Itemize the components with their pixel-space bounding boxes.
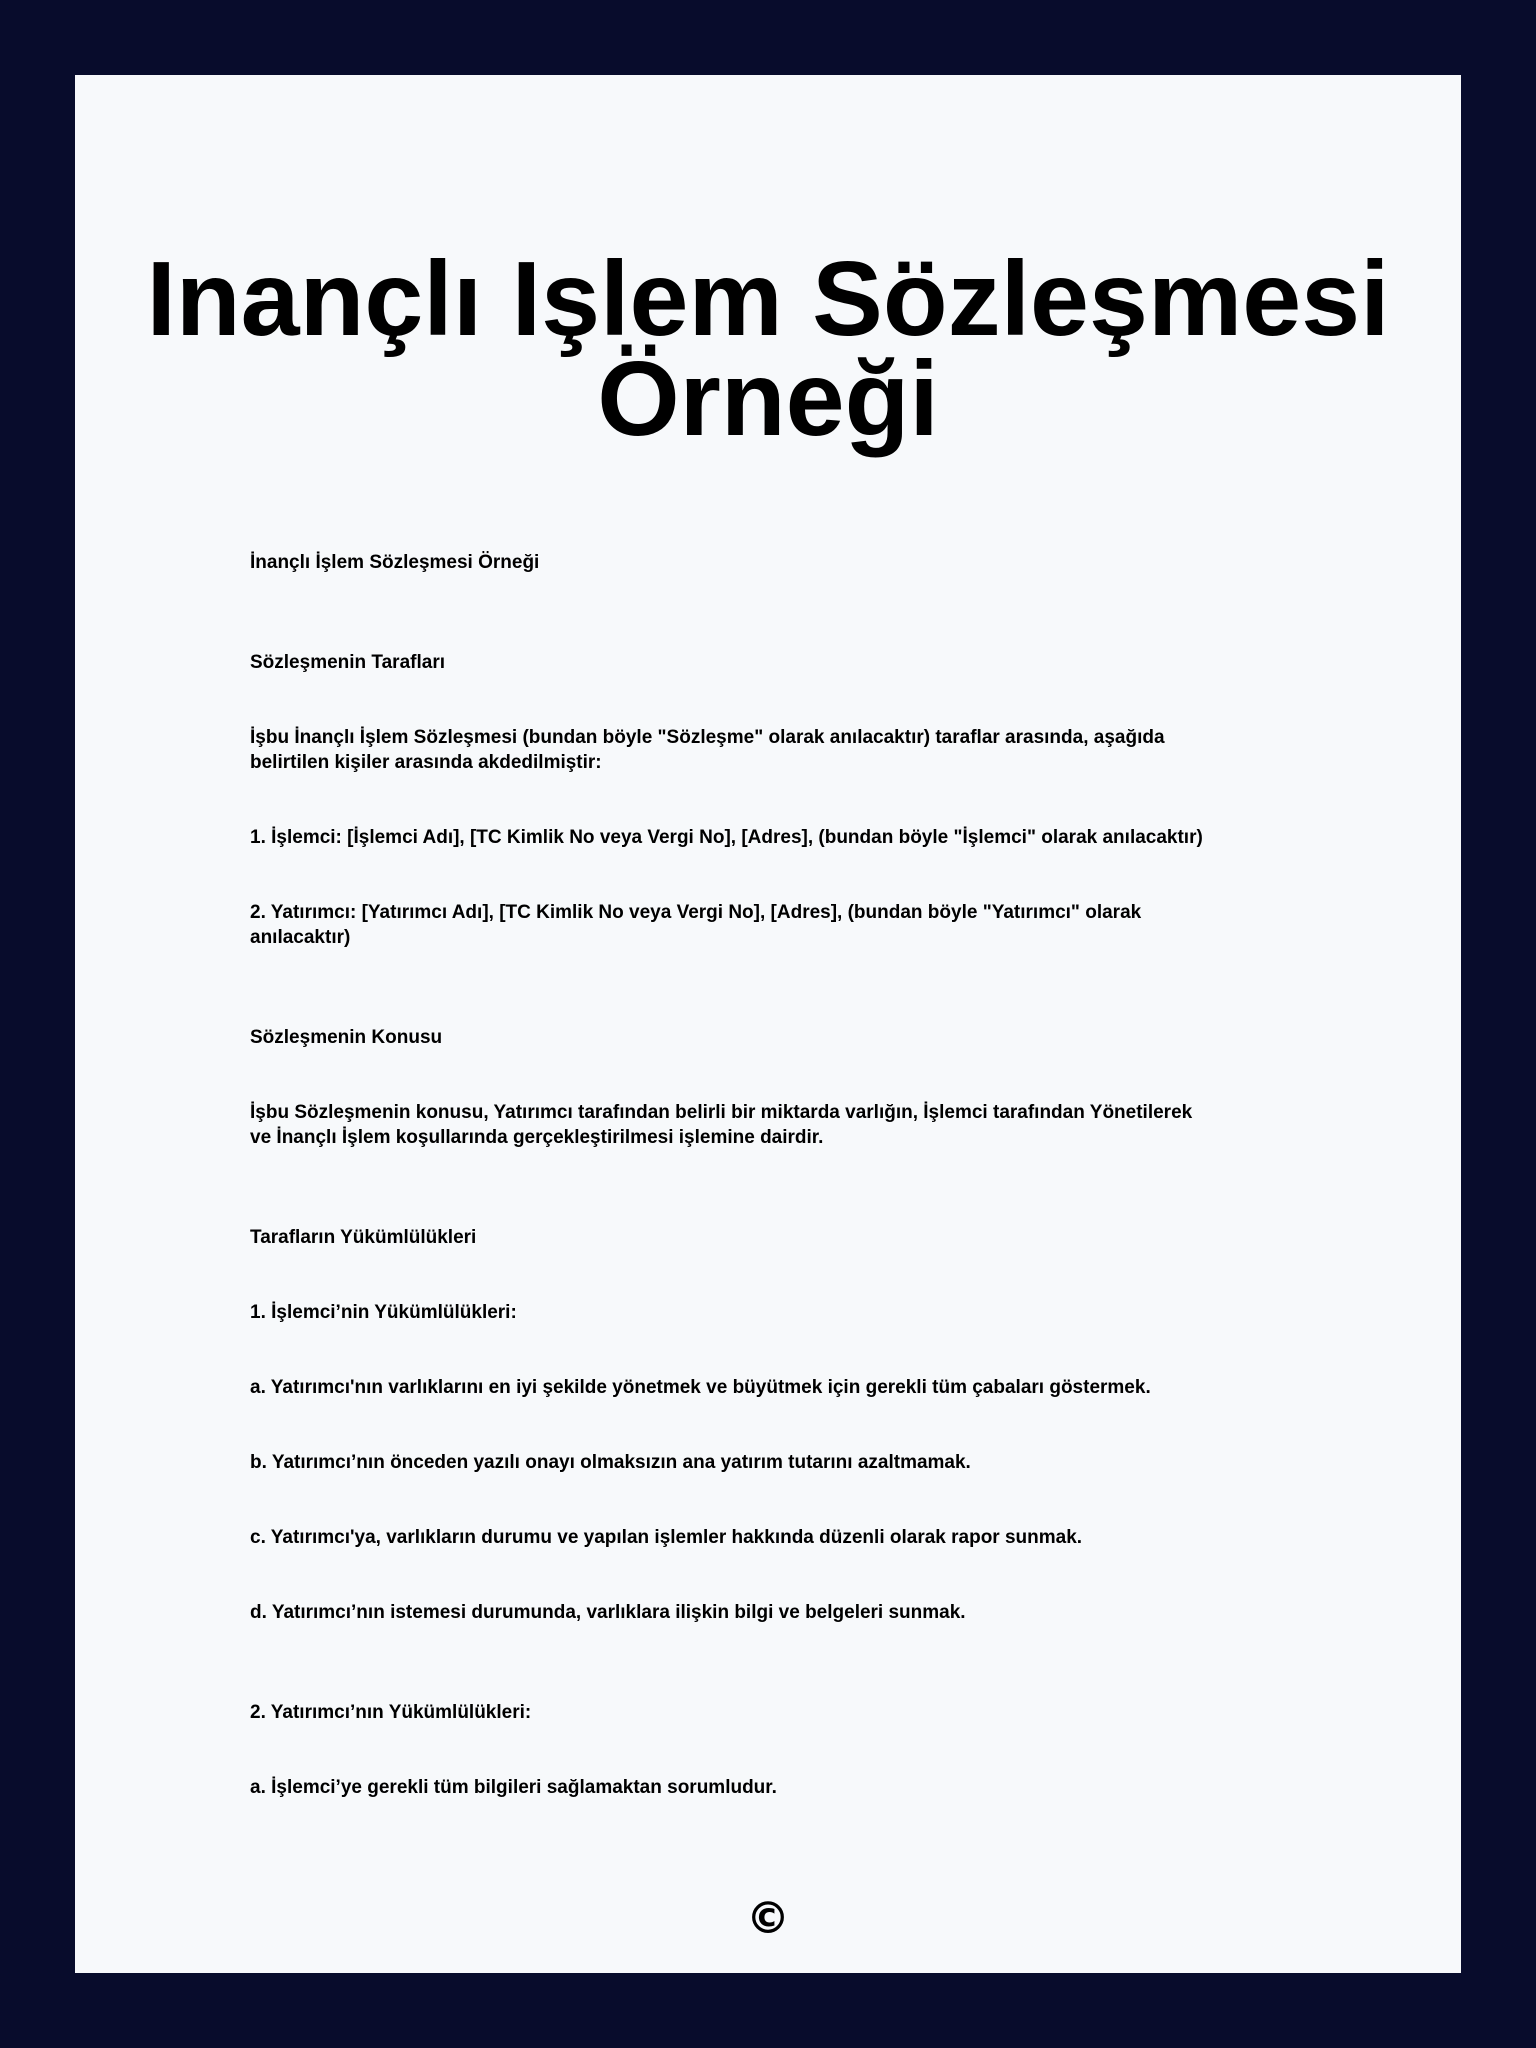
processor-obligation-a: a. Yatırımcı'nın varlıklarını en iyi şekilde yönetmek ve büyütmek için gerekli tüm çabaları göstermek. (250, 1377, 1151, 1398)
parties-paragraph-line-2: belirtilen kişiler arasında akdedilmiştir: (250, 752, 602, 773)
intro-heading: İnançlı İşlem Sözleşmesi Örneği (250, 552, 540, 573)
party-investor-line-1: 2. Yatırımcı: [Yatırımcı Adı], [TC Kimlik No veya Vergi No], [Adres], (bundan böyle "Yatırımcı" olarak (250, 902, 1142, 923)
processor-obligation-c: c. Yatırımcı'ya, varlıkların durumu ve yapılan işlemler hakkında düzenli olarak rapor sunmak. (250, 1527, 1083, 1548)
document-page (75, 75, 1461, 1973)
party-investor-line-2: anılacaktır) (250, 927, 351, 948)
processor-obligation-d: d. Yatırımcı’nın istemesi durumunda, varlıklara ilişkin bilgi ve belgeleri sunmak. (250, 1602, 966, 1623)
section-heading-subject: Sözleşmenin Konusu (250, 1027, 443, 1048)
party-processor: 1. İşlemci: [İşlemci Adı], [TC Kimlik No veya Vergi No], [Adres], (bundan böyle "İşlemci" olarak anılacaktır) (250, 827, 1203, 848)
investor-obligation-a: a. İşlemci’ye gerekli tüm bilgileri sağlamaktan sorumludur. (250, 1777, 777, 1798)
parties-paragraph-line-1: İşbu İnançlı İşlem Sözleşmesi (bundan böyle "Sözleşme" olarak anılacaktır) taraflar arasında, aşağıda (250, 727, 1165, 748)
document-title: Inançlı Işlem Sözleşmesi Örneği (146, 240, 1390, 458)
copyright-icon: © (746, 1893, 790, 1944)
section-heading-obligations: Tarafların Yükümlülükleri (250, 1227, 477, 1248)
investor-obligations-heading: 2. Yatırımcı’nın Yükümlülükleri: (250, 1702, 532, 1723)
subject-paragraph-line-2: ve İnançlı İşlem koşullarında gerçekleştirilmesi işlemine dairdir. (250, 1127, 824, 1148)
subject-paragraph-line-1: İşbu Sözleşmenin konusu, Yatırımcı tarafından belirli bir miktarda varlığın, İşlemci tarafından Yönetilerek (250, 1102, 1193, 1123)
processor-obligations-heading: 1. İşlemci’nin Yükümlülükleri: (250, 1302, 517, 1323)
section-heading-parties: Sözleşmenin Tarafları (250, 652, 445, 673)
processor-obligation-b: b. Yatırımcı’nın önceden yazılı onayı olmaksızın ana yatırım tutarını azaltmamak. (250, 1452, 971, 1473)
